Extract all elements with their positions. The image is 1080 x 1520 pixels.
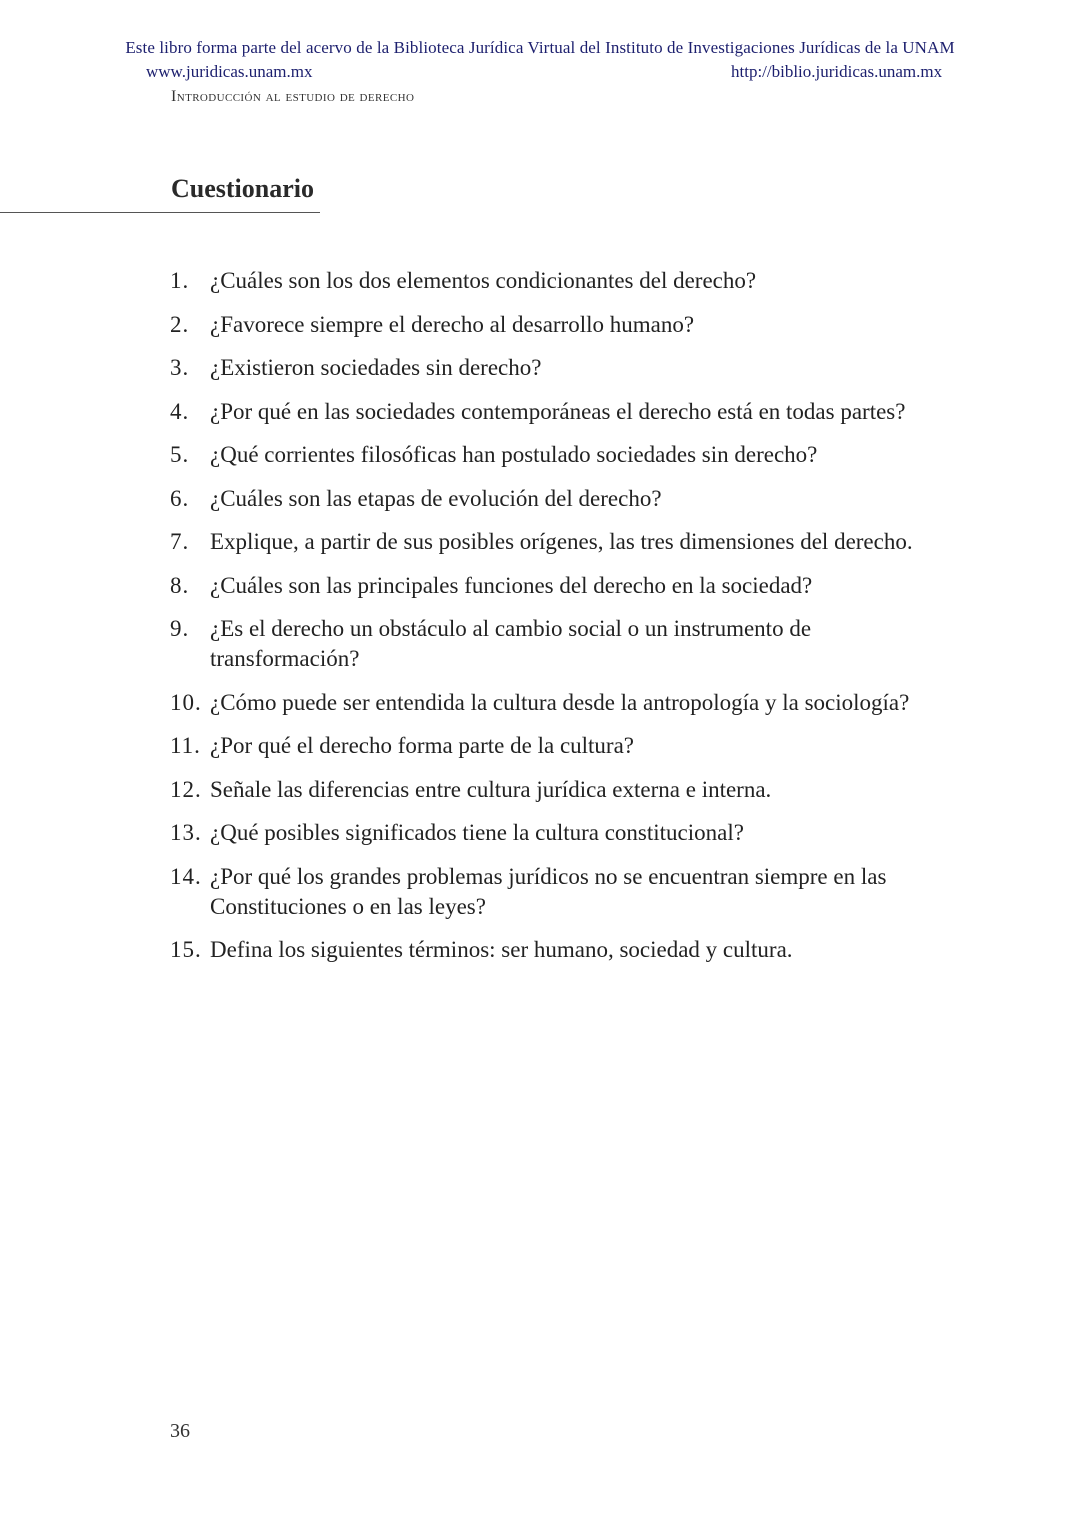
question-number: 8. bbox=[170, 572, 190, 598]
question-item bbox=[0, 571, 1080, 601]
question-number: 7. bbox=[170, 529, 190, 554]
question-list bbox=[0, 266, 1080, 979]
question-item bbox=[0, 775, 1080, 805]
question-text: ¿Cuáles son las principales funciones del derecho en la sociedad? bbox=[210, 572, 813, 598]
question-text: Explique, a partir de sus posibles orígenes, las tres dimensiones del derecho. bbox=[210, 529, 913, 554]
question-number: 13. bbox=[170, 820, 202, 845]
question-text: ¿Por qué el derecho forma parte de la cultura? bbox=[210, 733, 635, 758]
question-text: ¿Por qué los grandes problemas jurídicos no se encuentran siempre en las Constituciones o en las leyes? bbox=[210, 863, 887, 919]
question-item bbox=[0, 862, 1080, 922]
question-item bbox=[0, 688, 1080, 718]
question-number: 11. bbox=[170, 733, 201, 758]
question-text: ¿Qué posibles significados tiene la cultura constitucional? bbox=[210, 820, 744, 845]
question-item bbox=[0, 484, 1080, 514]
question-item bbox=[0, 353, 1080, 383]
question-text: ¿Cómo puede ser entendida la cultura desde la antropología y la sociología? bbox=[210, 689, 910, 715]
question-text: Señale las diferencias entre cultura jurídica externa e interna. bbox=[210, 776, 772, 802]
question-text: ¿Favorece siempre el derecho al desarrollo humano? bbox=[210, 311, 695, 337]
question-item bbox=[0, 527, 1080, 557]
section-title: Cuestionario bbox=[171, 174, 314, 203]
question-text: ¿Es el derecho un obstáculo al cambio social o un instrumento de transformación? bbox=[210, 616, 812, 671]
question-number: 12. bbox=[170, 776, 202, 802]
question-text: ¿Qué corrientes filosóficas han postulado sociedades sin derecho? bbox=[210, 442, 818, 467]
question-number: 2. bbox=[170, 311, 190, 337]
question-number: 14. bbox=[170, 863, 202, 889]
question-item bbox=[0, 397, 1080, 427]
question-text: ¿Cuáles son los dos elementos condicionantes del derecho? bbox=[210, 268, 757, 293]
question-number: 5. bbox=[170, 442, 190, 467]
question-text: ¿Existieron sociedades sin derecho? bbox=[210, 355, 542, 380]
question-number: 1. bbox=[170, 268, 190, 293]
question-text: ¿Por qué en las sociedades contemporáneas el derecho está en todas partes? bbox=[210, 398, 906, 424]
question-number: 15. bbox=[170, 937, 202, 962]
question-item bbox=[0, 266, 1080, 296]
question-text: Defina los siguientes términos: ser humano, sociedad y cultura. bbox=[210, 937, 793, 962]
question-item bbox=[0, 935, 1080, 965]
question-item bbox=[0, 731, 1080, 761]
library-banner: Este libro forma parte del acervo de la Biblioteca Jurídica Virtual del Instituto de Investigaciones Jurídicas de la UNAM bbox=[125, 38, 955, 57]
question-item bbox=[0, 818, 1080, 848]
question-number: 6. bbox=[170, 485, 190, 511]
juridicas-url-link[interactable]: www.juridicas.unam.mx bbox=[146, 62, 313, 81]
question-item bbox=[0, 310, 1080, 340]
question-text: ¿Cuáles son las etapas de evolución del derecho? bbox=[210, 485, 662, 511]
question-number: 3. bbox=[170, 355, 190, 380]
title-rule bbox=[0, 212, 320, 213]
running-header: Introducción al estudio de derecho bbox=[171, 88, 415, 105]
page-number: 36 bbox=[170, 1420, 190, 1442]
question-number: 10. bbox=[170, 689, 202, 715]
question-number: 9. bbox=[170, 616, 190, 641]
question-item bbox=[0, 614, 1080, 674]
question-number: 4. bbox=[170, 398, 190, 424]
question-item bbox=[0, 440, 1080, 470]
biblio-url-link[interactable]: http://biblio.juridicas.unam.mx bbox=[731, 62, 943, 81]
